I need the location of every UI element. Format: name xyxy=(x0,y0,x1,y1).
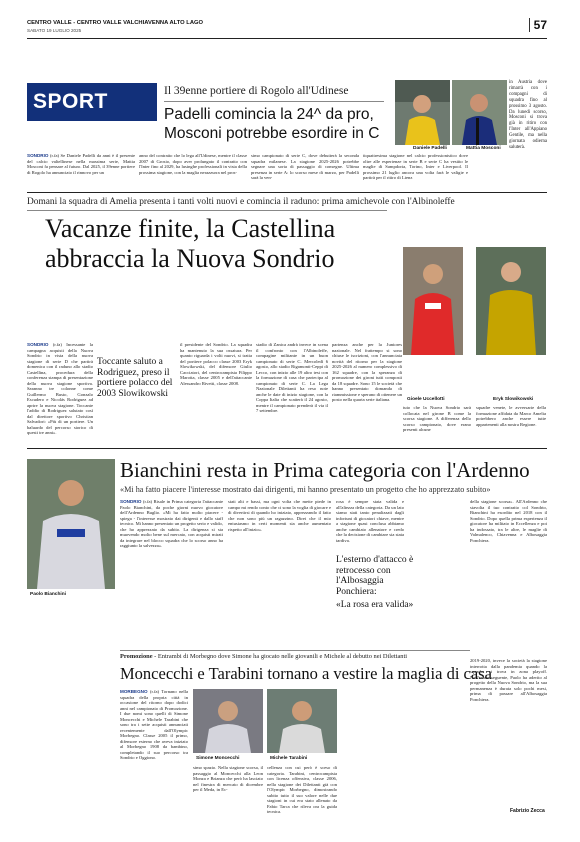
headline: Bianchini resta in Prima categoria con l'Ardenno xyxy=(120,458,530,482)
subhead-quote: «Mi ha fatto piacere l'interesse mostrato dai dirigenti, mi hanno presentato un progetto che ho apprezzato subito» xyxy=(120,485,491,494)
sidebar-text: in Austria dove rimarrà con i compagni di squadra fino al prossimo 3 agosto. Da lunedì scorso, Mosconi si trova già in ritiro con l'Inter all'Appiano Gentile, ma nella giornata odierna saluterà. xyxy=(509,80,547,150)
photo-moncecchi xyxy=(193,689,263,753)
kicker: Domani la squadra di Amelia presenta i tanti volti nuovi e comincia il raduno: prima amichevole con l'Albinoleffe xyxy=(27,197,455,207)
issue-date: SABATO 19 LUGLIO 2025 xyxy=(27,28,82,33)
caption-bianchini: Paolo Bianchini xyxy=(30,592,66,597)
newspaper-name: CENTRO VALLE - CENTRO VALLE VALCHIAVENNA ALTO LAGO xyxy=(27,20,204,26)
photo-bianchini xyxy=(27,459,115,589)
caption-mosconi: Mattia Mosconi xyxy=(466,146,501,151)
kicker: Promozione - Entrambi di Morbegno dove Simone ha giocato nelle giovanili e Michele al debutto nei Dilettanti xyxy=(120,653,408,660)
caption-uccellotti: Gioele Uccellotti xyxy=(407,397,445,402)
caption-moncecchi: Simone Moncecchi xyxy=(196,756,240,761)
photo-uccellotti xyxy=(403,247,463,355)
headline: Moncecchi e Tarabini tornano a vestire la maglia di casa xyxy=(120,664,492,683)
section-label: SPORT xyxy=(27,83,157,121)
headline: Vacanze finite, la Castellina abbraccia la Nuova Sondrio xyxy=(45,214,336,273)
pull-quote: L'esterno d'attacco è retrocesso con l'Albosaggia Ponchiera: «La rosa era valida» xyxy=(336,555,414,610)
photo-padelli xyxy=(395,80,450,145)
byline: Fabrizio Zecca xyxy=(510,808,545,814)
photo-mosconi xyxy=(452,80,507,145)
kicker: Il 39enne portiere di Rogolo all'Udinese xyxy=(164,85,349,97)
photo-tarabini xyxy=(267,689,337,753)
caption-padelli: Daniele Padelli xyxy=(413,146,447,151)
caption-slowikowski: Eryk Slowikowski xyxy=(493,397,534,402)
caption-tarabini: Michele Tarabini xyxy=(270,756,308,761)
page-number: 57 xyxy=(529,18,547,32)
photo-slowikowski xyxy=(476,247,546,355)
headline: Padelli comincia la 24^ da pro, Mosconi potrebbe esordire in C xyxy=(164,106,380,142)
pull-quote: Toccante saluto a Rodriguez, preso il portiere polacco del 2003 Slowikowski xyxy=(97,357,173,399)
